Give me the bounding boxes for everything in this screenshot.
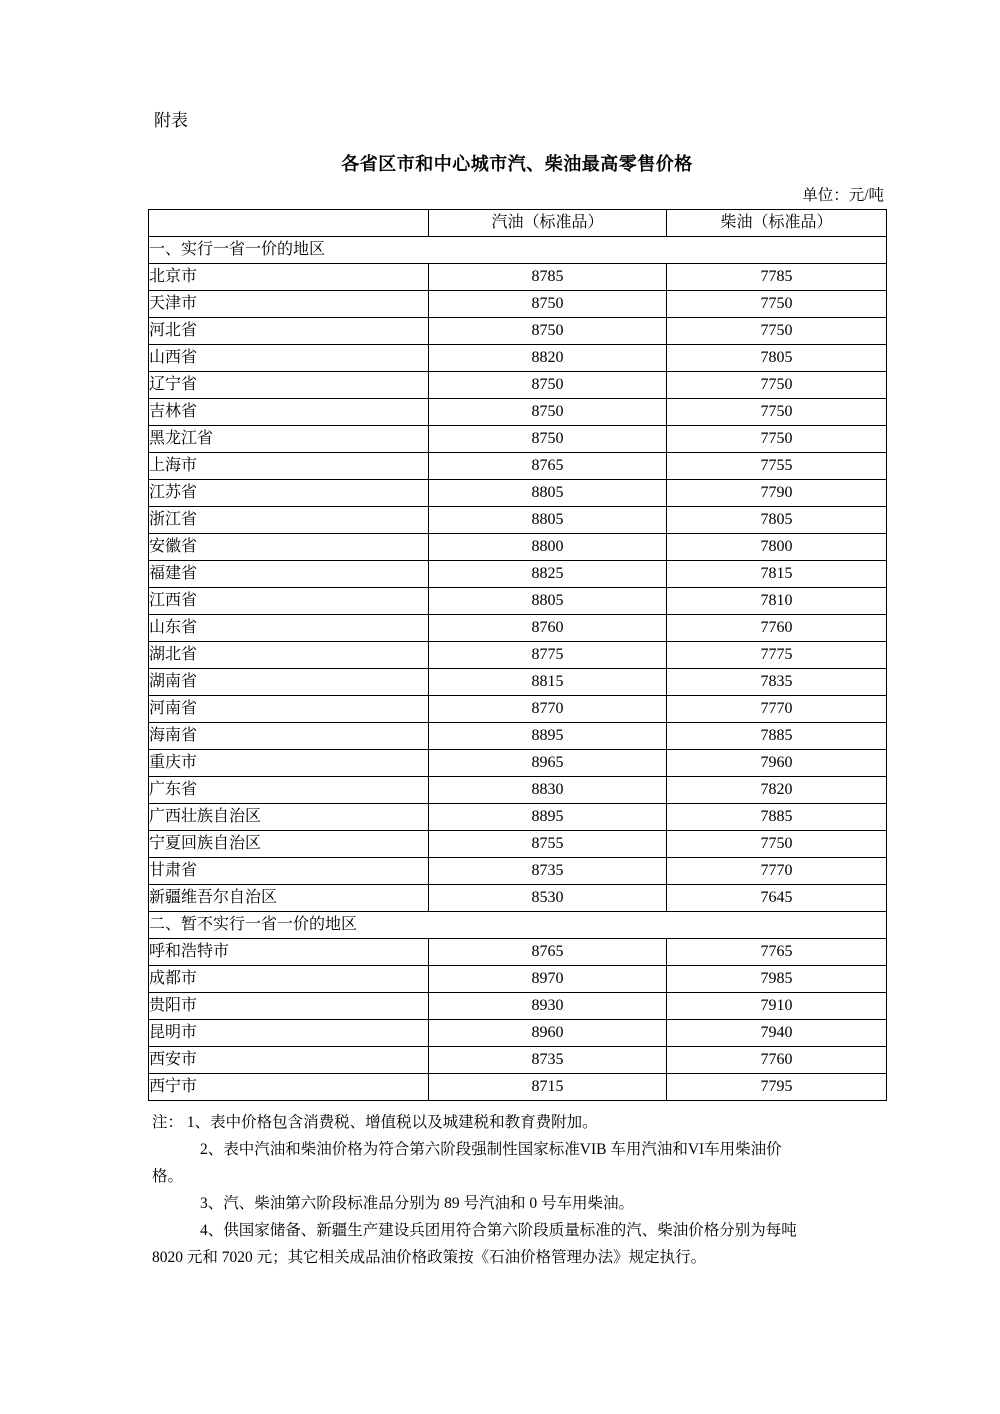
diesel-price: 7770 — [667, 696, 887, 723]
gasoline-price: 8895 — [429, 804, 667, 831]
diesel-price: 7750 — [667, 831, 887, 858]
diesel-price: 7820 — [667, 777, 887, 804]
table-row — [149, 750, 887, 777]
section-header-row — [149, 912, 887, 939]
section-title: 一、实行一省一价的地区 — [149, 237, 887, 264]
gasoline-price: 8825 — [429, 561, 667, 588]
region-name: 吉林省 — [149, 399, 429, 426]
region-name: 广东省 — [149, 777, 429, 804]
gasoline-price: 8805 — [429, 480, 667, 507]
diesel-price: 7815 — [667, 561, 887, 588]
table-row — [149, 1020, 887, 1047]
diesel-price: 7750 — [667, 291, 887, 318]
gasoline-price: 8750 — [429, 399, 667, 426]
table-row — [149, 1047, 887, 1074]
gasoline-price: 8750 — [429, 318, 667, 345]
diesel-price: 7790 — [667, 480, 887, 507]
gasoline-price: 8930 — [429, 993, 667, 1020]
region-name: 上海市 — [149, 453, 429, 480]
table-row — [149, 318, 887, 345]
price-table-body — [149, 237, 887, 1101]
page-title: 各省区市和中心城市汽、柴油最高零售价格 — [341, 154, 693, 174]
region-name: 重庆市 — [149, 750, 429, 777]
note-line: 4、供国家储备、新疆生产建设兵团用符合第六阶段质量标准的汽、柴油价格分别为每吨 — [200, 1222, 797, 1239]
diesel-price: 7910 — [667, 993, 887, 1020]
diesel-price: 7750 — [667, 318, 887, 345]
table-row — [149, 507, 887, 534]
region-name: 江苏省 — [149, 480, 429, 507]
diesel-price: 7750 — [667, 399, 887, 426]
table-row — [149, 858, 887, 885]
region-name: 海南省 — [149, 723, 429, 750]
diesel-price: 7750 — [667, 426, 887, 453]
region-name: 广西壮族自治区 — [149, 804, 429, 831]
section-title: 二、暂不实行一省一价的地区 — [149, 912, 887, 939]
gasoline-price: 8760 — [429, 615, 667, 642]
table-row — [149, 426, 887, 453]
diesel-price: 7835 — [667, 669, 887, 696]
gasoline-price: 8755 — [429, 831, 667, 858]
table-header-row — [149, 210, 887, 237]
region-name: 辽宁省 — [149, 372, 429, 399]
region-name: 西安市 — [149, 1047, 429, 1074]
gasoline-price: 8805 — [429, 507, 667, 534]
region-name: 湖北省 — [149, 642, 429, 669]
diesel-price: 7805 — [667, 507, 887, 534]
region-name: 北京市 — [149, 264, 429, 291]
region-name: 黑龙江省 — [149, 426, 429, 453]
table-row — [149, 1074, 887, 1101]
diesel-price: 7800 — [667, 534, 887, 561]
region-name: 江西省 — [149, 588, 429, 615]
diesel-price: 7765 — [667, 939, 887, 966]
diesel-price: 7785 — [667, 264, 887, 291]
gasoline-price: 8970 — [429, 966, 667, 993]
document-content — [148, 0, 886, 1271]
region-name: 昆明市 — [149, 1020, 429, 1047]
column-header-gasoline: 汽油（标准品） — [429, 210, 667, 237]
diesel-price: 7770 — [667, 858, 887, 885]
table-row — [149, 696, 887, 723]
table-row — [149, 669, 887, 696]
region-name: 安徽省 — [149, 534, 429, 561]
table-row — [149, 399, 887, 426]
table-row — [149, 885, 887, 912]
gasoline-price: 8765 — [429, 939, 667, 966]
gasoline-price: 8750 — [429, 372, 667, 399]
region-name: 成都市 — [149, 966, 429, 993]
gasoline-price: 8775 — [429, 642, 667, 669]
table-row — [149, 642, 887, 669]
diesel-price: 7960 — [667, 750, 887, 777]
gasoline-price: 8830 — [429, 777, 667, 804]
region-name: 呼和浩特市 — [149, 939, 429, 966]
region-name: 河北省 — [149, 318, 429, 345]
region-name: 福建省 — [149, 561, 429, 588]
region-name: 山东省 — [149, 615, 429, 642]
diesel-price: 7940 — [667, 1020, 887, 1047]
diesel-price: 7760 — [667, 615, 887, 642]
gasoline-price: 8530 — [429, 885, 667, 912]
note-line: 3、汽、柴油第六阶段标准品分别为 89 号汽油和 0 号车用柴油。 — [200, 1195, 635, 1212]
region-name: 浙江省 — [149, 507, 429, 534]
gasoline-price: 8750 — [429, 426, 667, 453]
diesel-price: 7750 — [667, 372, 887, 399]
table-row — [149, 777, 887, 804]
table-row — [149, 939, 887, 966]
table-row — [149, 588, 887, 615]
table-row — [149, 615, 887, 642]
table-row — [149, 480, 887, 507]
gasoline-price: 8765 — [429, 453, 667, 480]
gasoline-price: 8805 — [429, 588, 667, 615]
notes-block — [152, 1109, 886, 1271]
gasoline-price: 8820 — [429, 345, 667, 372]
region-name: 山西省 — [149, 345, 429, 372]
price-table — [148, 209, 887, 1101]
note-line: 格。 — [152, 1168, 184, 1185]
table-row — [149, 264, 887, 291]
note-line: 注： 1、表中价格包含消费税、增值税以及城建税和教育费附加。 — [152, 1114, 598, 1131]
diesel-price: 7645 — [667, 885, 887, 912]
table-row — [149, 534, 887, 561]
gasoline-price: 8750 — [429, 291, 667, 318]
region-name: 天津市 — [149, 291, 429, 318]
appendix-label: 附表 — [154, 111, 188, 130]
region-name: 甘肃省 — [149, 858, 429, 885]
region-name: 贵阳市 — [149, 993, 429, 1020]
gasoline-price: 8735 — [429, 1047, 667, 1074]
diesel-price: 7775 — [667, 642, 887, 669]
diesel-price: 7760 — [667, 1047, 887, 1074]
note-line: 8020 元和 7020 元；其它相关成品油价格政策按《石油价格管理办法》规定执行。 — [152, 1249, 707, 1266]
gasoline-price: 8800 — [429, 534, 667, 561]
gasoline-price: 8770 — [429, 696, 667, 723]
table-row — [149, 291, 887, 318]
gasoline-price: 8895 — [429, 723, 667, 750]
section-header-row — [149, 237, 887, 264]
gasoline-price: 8965 — [429, 750, 667, 777]
column-header-region — [149, 210, 429, 237]
gasoline-price: 8715 — [429, 1074, 667, 1101]
table-row — [149, 453, 887, 480]
table-row — [149, 561, 887, 588]
region-name: 河南省 — [149, 696, 429, 723]
note-line: 2、表中汽油和柴油价格为符合第六阶段强制性国家标准VIB 车用汽油和VI车用柴油价 — [200, 1141, 782, 1158]
table-row — [149, 372, 887, 399]
diesel-price: 7755 — [667, 453, 887, 480]
table-row — [149, 804, 887, 831]
table-row — [149, 993, 887, 1020]
gasoline-price: 8815 — [429, 669, 667, 696]
table-row — [149, 966, 887, 993]
table-row — [149, 831, 887, 858]
diesel-price: 7805 — [667, 345, 887, 372]
column-header-diesel: 柴油（标准品） — [667, 210, 887, 237]
region-name: 西宁市 — [149, 1074, 429, 1101]
unit-label: 单位：元/吨 — [802, 187, 884, 204]
region-name: 宁夏回族自治区 — [149, 831, 429, 858]
diesel-price: 7885 — [667, 723, 887, 750]
table-row — [149, 723, 887, 750]
region-name: 新疆维吾尔自治区 — [149, 885, 429, 912]
diesel-price: 7985 — [667, 966, 887, 993]
table-row — [149, 345, 887, 372]
region-name: 湖南省 — [149, 669, 429, 696]
diesel-price: 7885 — [667, 804, 887, 831]
diesel-price: 7795 — [667, 1074, 887, 1101]
gasoline-price: 8735 — [429, 858, 667, 885]
diesel-price: 7810 — [667, 588, 887, 615]
gasoline-price: 8960 — [429, 1020, 667, 1047]
gasoline-price: 8785 — [429, 264, 667, 291]
